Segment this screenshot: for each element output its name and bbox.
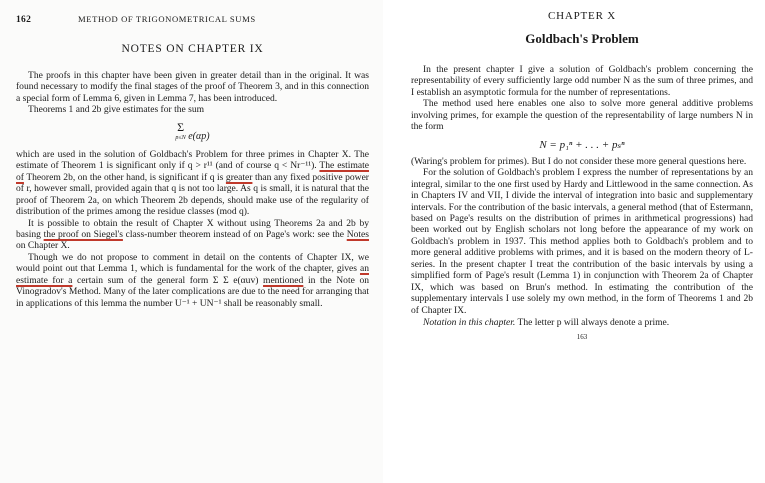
highlight-proof-on-siegel: the proof on Siegel's (43, 228, 123, 240)
waring-formula: N = p₁ⁿ + . . . + pₛⁿ (539, 138, 625, 151)
running-head-title: METHOD OF TRIGONOMETRICAL SUMS (78, 14, 256, 24)
p3-text-c: than any fixed positive power of r, however small, provided again that q is not too large. As q is small, it is natural that the proof of Theorem 2a, on which Theorem 2b depends, should make use of the regularity of distribution of the primes among the residue classes (mod q). (16, 171, 369, 218)
chapter-label: CHAPTER X (547, 10, 616, 22)
p3-text-b: Theorem 2b, on the other hand, is significant if q is (26, 171, 224, 183)
right-paragraph-1: In the present chapter I give a solution of Goldbach's problem concerning the representability of every sufficiently large odd number N as the sum of three primes, and I establish an asymptotic formula for the number of representations. (411, 64, 753, 98)
highlight-estimate-of: The estimate of (16, 160, 370, 183)
p5-text-b: certain sum of the general form Σ Σ e(αuv) (77, 274, 259, 286)
p3-text-a: which are used in the solution of Goldbach's Problem for three primes in Chapter X. The estimate of Theorem 1 is significant only if q > r¹¹ (and of course q < Nr⁻¹¹). (16, 148, 369, 172)
p4-text-a: It is possible to obtain the result of Chapter X without using Theorems 2a and 2b by basing (16, 217, 369, 240)
sum-index: p≤N (175, 134, 186, 141)
highlight-mentioned: mentioned (263, 274, 304, 286)
sum-formula (16, 121, 369, 143)
right-paragraph-4: For the solution of Goldbach's problem I express the number of representations by an integral, similar to the one first used by Hardy and Littlewood in the same connection. As in Chapters IV and VII, I divide the interval of integration into basic and supplementary intervals. For the contribution of the basic intervals, a general method (that of Estermann, based on Page's results on the distribution of primes in arithmetical progressions) had been worked out by English scholars not long before the appearance of my work on Goldbach's problem in 1937. This method applies both to Goldbach's problem and to more general additive problems with primes, and it is based on the modern theory of L-series. In the present chapter I treat the contribution of the basic intervals by using a simplified form of Page's result (Lemma 1) in conjunction with Theorem 2a of Chapter IX, which was based on Brun's method. In estimating the contribution of the supplementary intervals I use solely my own method, in the form of Theorems 1 and 2b of Chapter IX. (411, 167, 753, 316)
p4-text-b: class-number theorem instead of on Page's work: see the (125, 228, 345, 240)
highlight-notes: Notes (346, 228, 370, 240)
left-paragraph-1: The proofs in this chapter have been given in greater detail than in the original. It was found necessary to modify the final stages of the proof of Theorem 3, and in this connection a special form of Lemma 6, given in Lemma 7, has been introduced. (16, 70, 369, 104)
p5-text-a: Though we do not propose to comment in detail on the contents of Chapter IX, we would point out that Lemma 1, which is fundamental for the work of the chapter, gives (16, 251, 369, 275)
left-paragraph-4 (16, 218, 369, 252)
left-paragraph-3 (16, 149, 369, 218)
sum-block (175, 121, 185, 141)
chapter-title: Goldbach's Problem (525, 31, 639, 46)
sum-term: e(αp) (188, 130, 210, 142)
notation-label: Notation in this chapter. (423, 317, 516, 329)
p5-text-c: in the Note on Vinogradov's Method. Many of the later complications are due to the need for arranging that in applications of this lemma the number U⁻¹ + UN⁻¹ shall be reasonably small. (16, 274, 369, 309)
notation-paragraph (411, 317, 753, 328)
right-page-number: 163 (576, 332, 588, 341)
left-paragraph-2: Theorems 1 and 2b give estimates for the sum (28, 104, 205, 116)
right-paragraph-3: (Waring's problem for primes). But I do not consider these more general questions here. (411, 155, 747, 167)
right-paragraph-2: The method used here enables one also to solve more general additive problems involving primes, for example the question of the representability of large numbers N in the form (411, 98, 753, 133)
p4-text-c: on Chapter X. (16, 240, 70, 252)
left-page-number: 162 (16, 15, 32, 25)
right-page (383, 0, 765, 483)
notes-heading: NOTES ON CHAPTER IX (121, 43, 264, 55)
highlight-greater: greater (225, 171, 253, 183)
notation-text: The letter p will always denote a prime. (517, 317, 670, 329)
left-running-head (16, 14, 369, 25)
sigma-symbol: Σ (177, 119, 185, 134)
left-paragraph-5 (16, 252, 369, 309)
highlight-an-estimate: an estimate for a (16, 263, 369, 286)
